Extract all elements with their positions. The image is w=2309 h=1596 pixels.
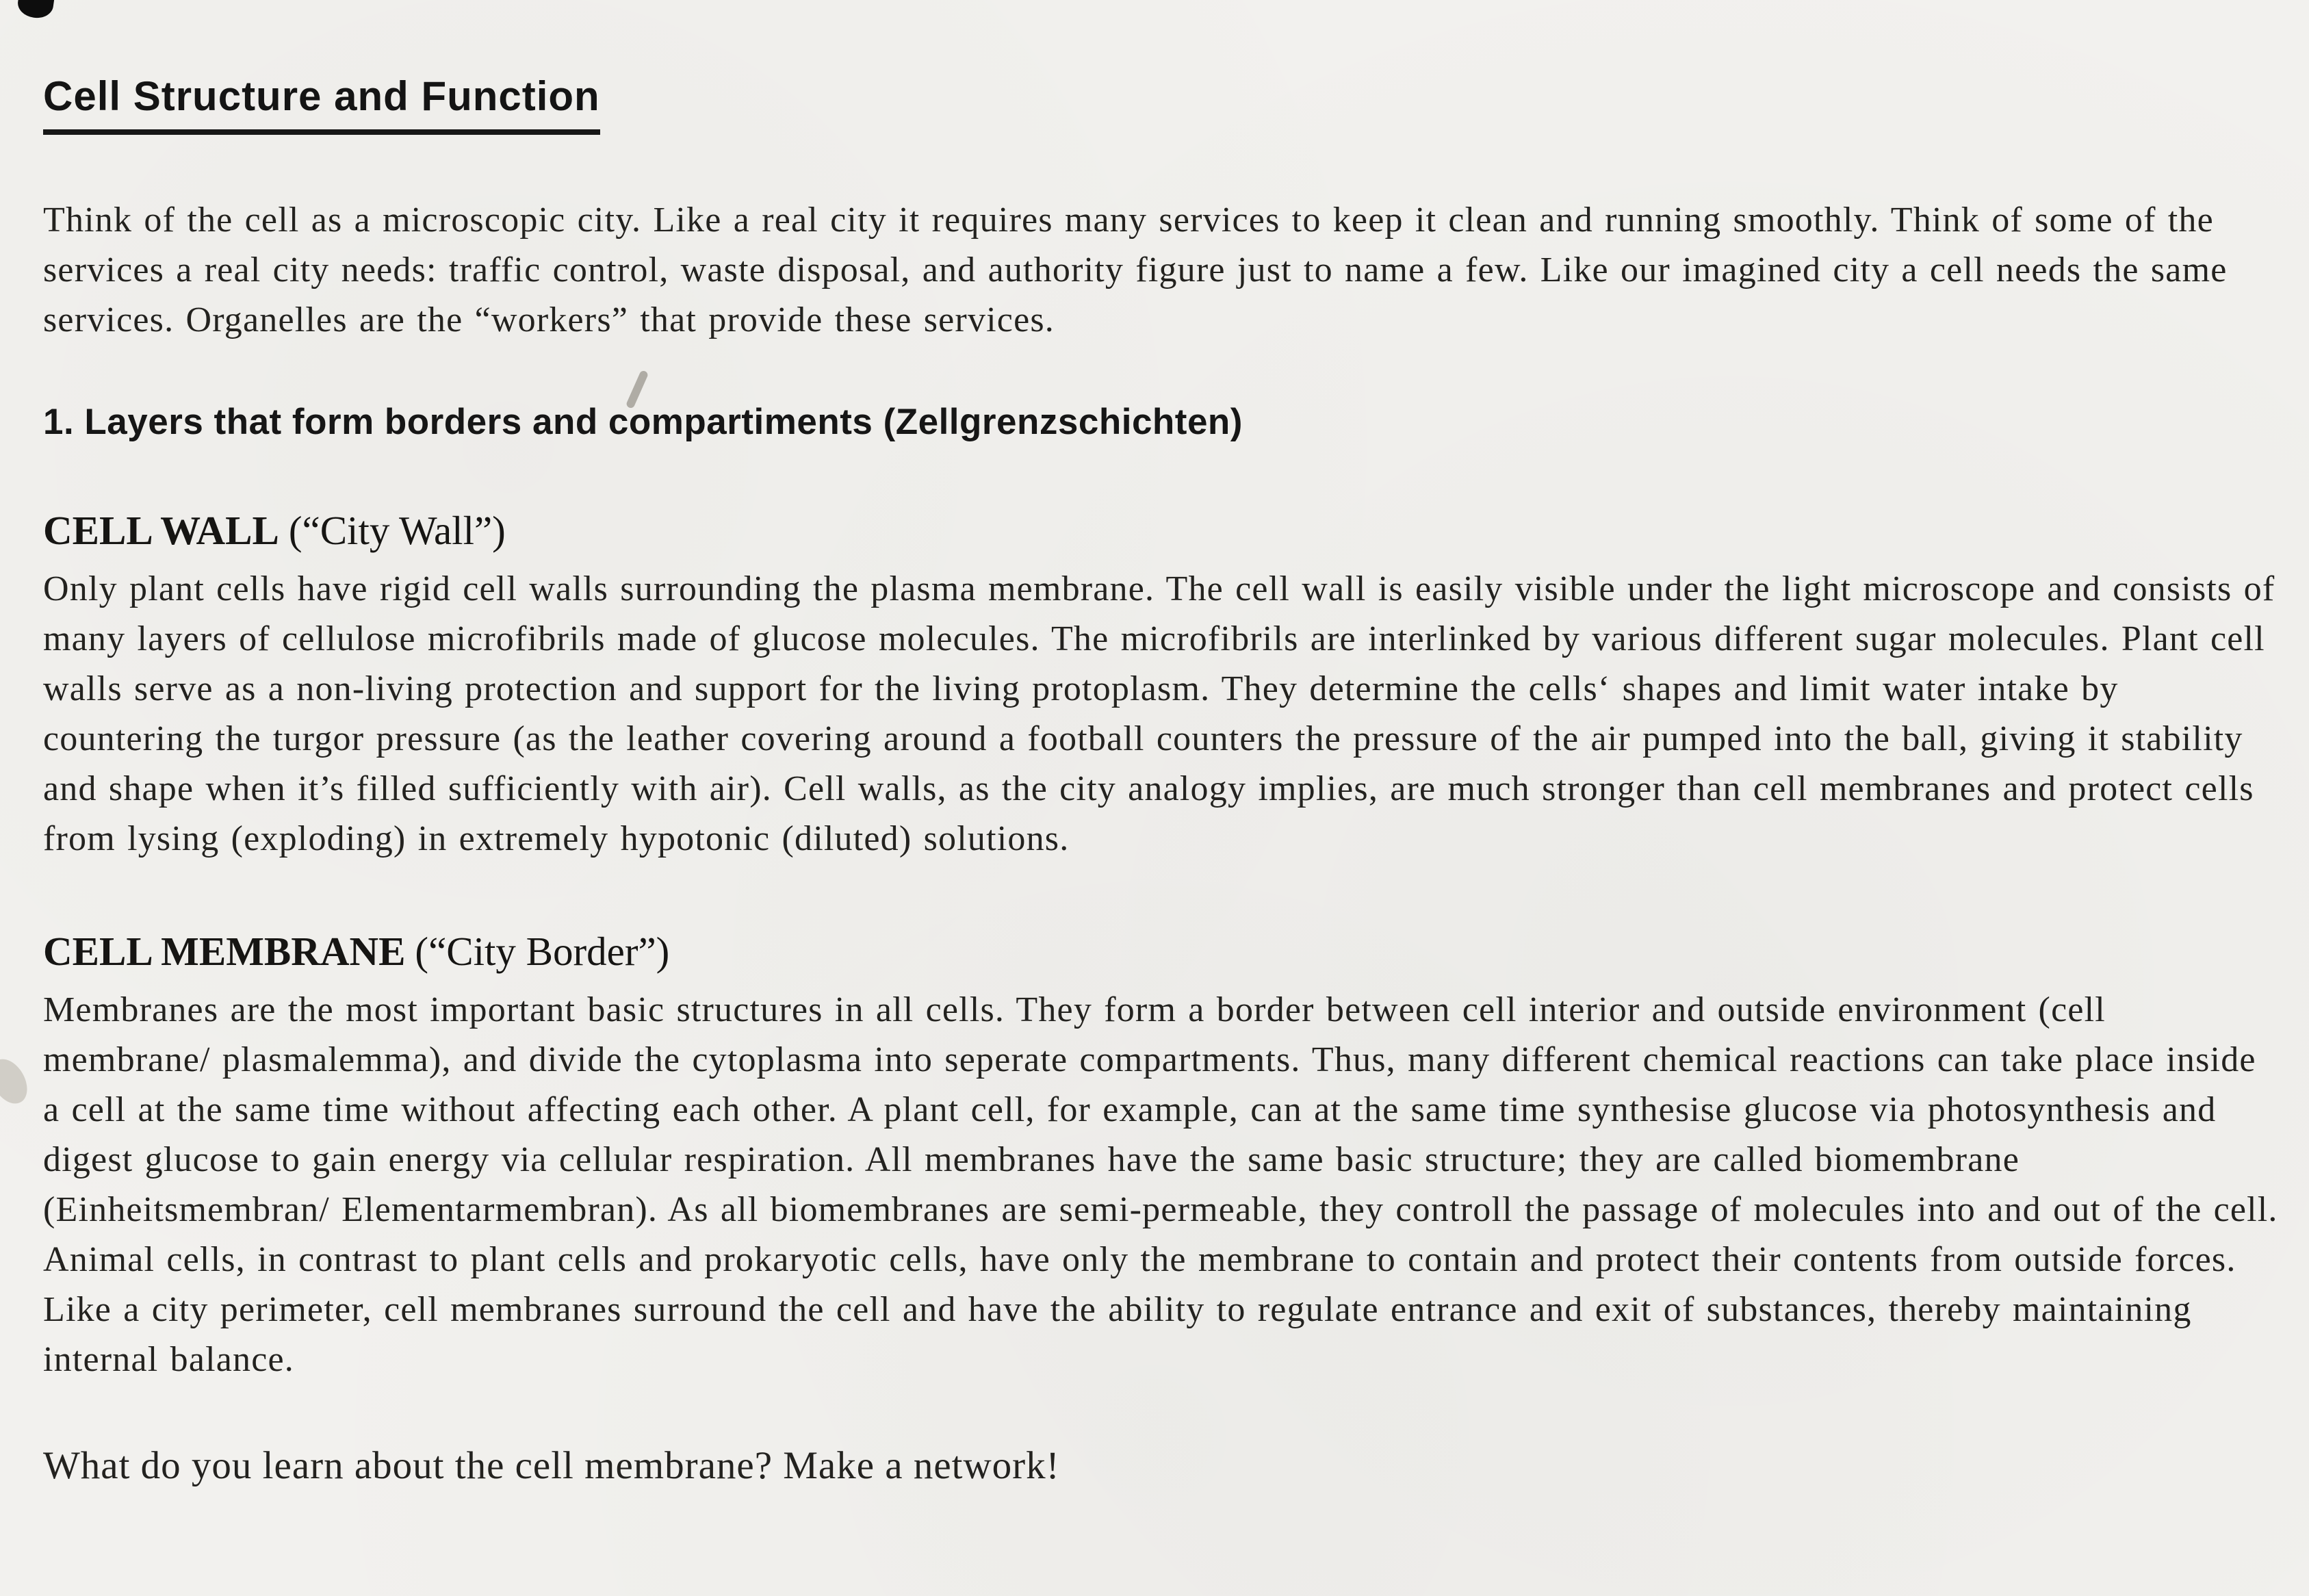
cell-wall-term: CELL WALL bbox=[43, 508, 279, 553]
scan-artifact-smudge bbox=[0, 1053, 34, 1110]
task-question: What do you learn about the cell membrane? Make a network! bbox=[43, 1444, 1060, 1487]
cell-wall-heading bbox=[43, 507, 2282, 554]
intro-paragraph: Think of the cell as a microscopic city. Like a real city it requires many services to keep it clean and running smoothly. Think of some of the services a real city needs: traffic control, waste disposal, and authority figure just to name a few. Like our imagined city a cell needs the same services. Organelles are the “workers” that provide these services. bbox=[43, 201, 2228, 339]
page-title: Cell Structure and Function bbox=[43, 73, 600, 135]
cell-membrane-nickname: (“City Border”) bbox=[415, 929, 670, 974]
cell-wall-nickname: (“City Wall”) bbox=[288, 508, 506, 553]
cell-membrane-term: CELL MEMBRANE bbox=[43, 929, 406, 974]
section-heading-layers: 1. Layers that form borders and compartiments (Zellgrenzschichten) bbox=[43, 402, 1243, 442]
cell-membrane-heading bbox=[43, 928, 2282, 975]
scan-artifact-corner bbox=[16, 0, 55, 20]
cell-wall-paragraph: Only plant cells have rigid cell walls surrounding the plasma membrane. The cell wall is easily visible under the light microscope and consists of many layers of cellulose microfibrils made of glucose molecules. The microfibrils are interlinked by various different sugar molecules. Plant cell walls serve as a non-living protection and support for the living protoplasm. They determine the cells‘ shapes and limit water intake by countering the turgor pressure (as the leather covering around a football counters the pressure of the air pumped into the ball, giving it stability and shape when it’s filled sufficiently with air). Cell walls, as the city analogy implies, are much stronger than cell membranes and protect cells from lysing (exploding) in extremely hypotonic (diluted) solutions. bbox=[43, 569, 2275, 858]
cell-membrane-paragraph: Membranes are the most important basic structures in all cells. They form a border between cell interior and outside environment (cell membrane/ plasmalemma), and divide the cytoplasma into seperate compartments. Thus, many different chemical reactions can take place inside a cell at the same time without affecting each other. A plant cell, for example, can at the same time synthesise glucose via photosynthesis and digest glucose to gain energy via cellular respiration. All membranes have the same basic structure; they are called biomembrane (Einheitsmembran/ Elementarmembran). As all biomembranes are semi-permeable, they controll the passage of molecules into and out of the cell. Animal cells, in contrast to plant cells and prokaryotic cells, have only the membrane to contain and protect their contents from outside forces. Like a city perimeter, cell membranes surround the cell and have the ability to regulate entrance and exit of substances, thereby maintaining internal balance. bbox=[43, 990, 2278, 1379]
